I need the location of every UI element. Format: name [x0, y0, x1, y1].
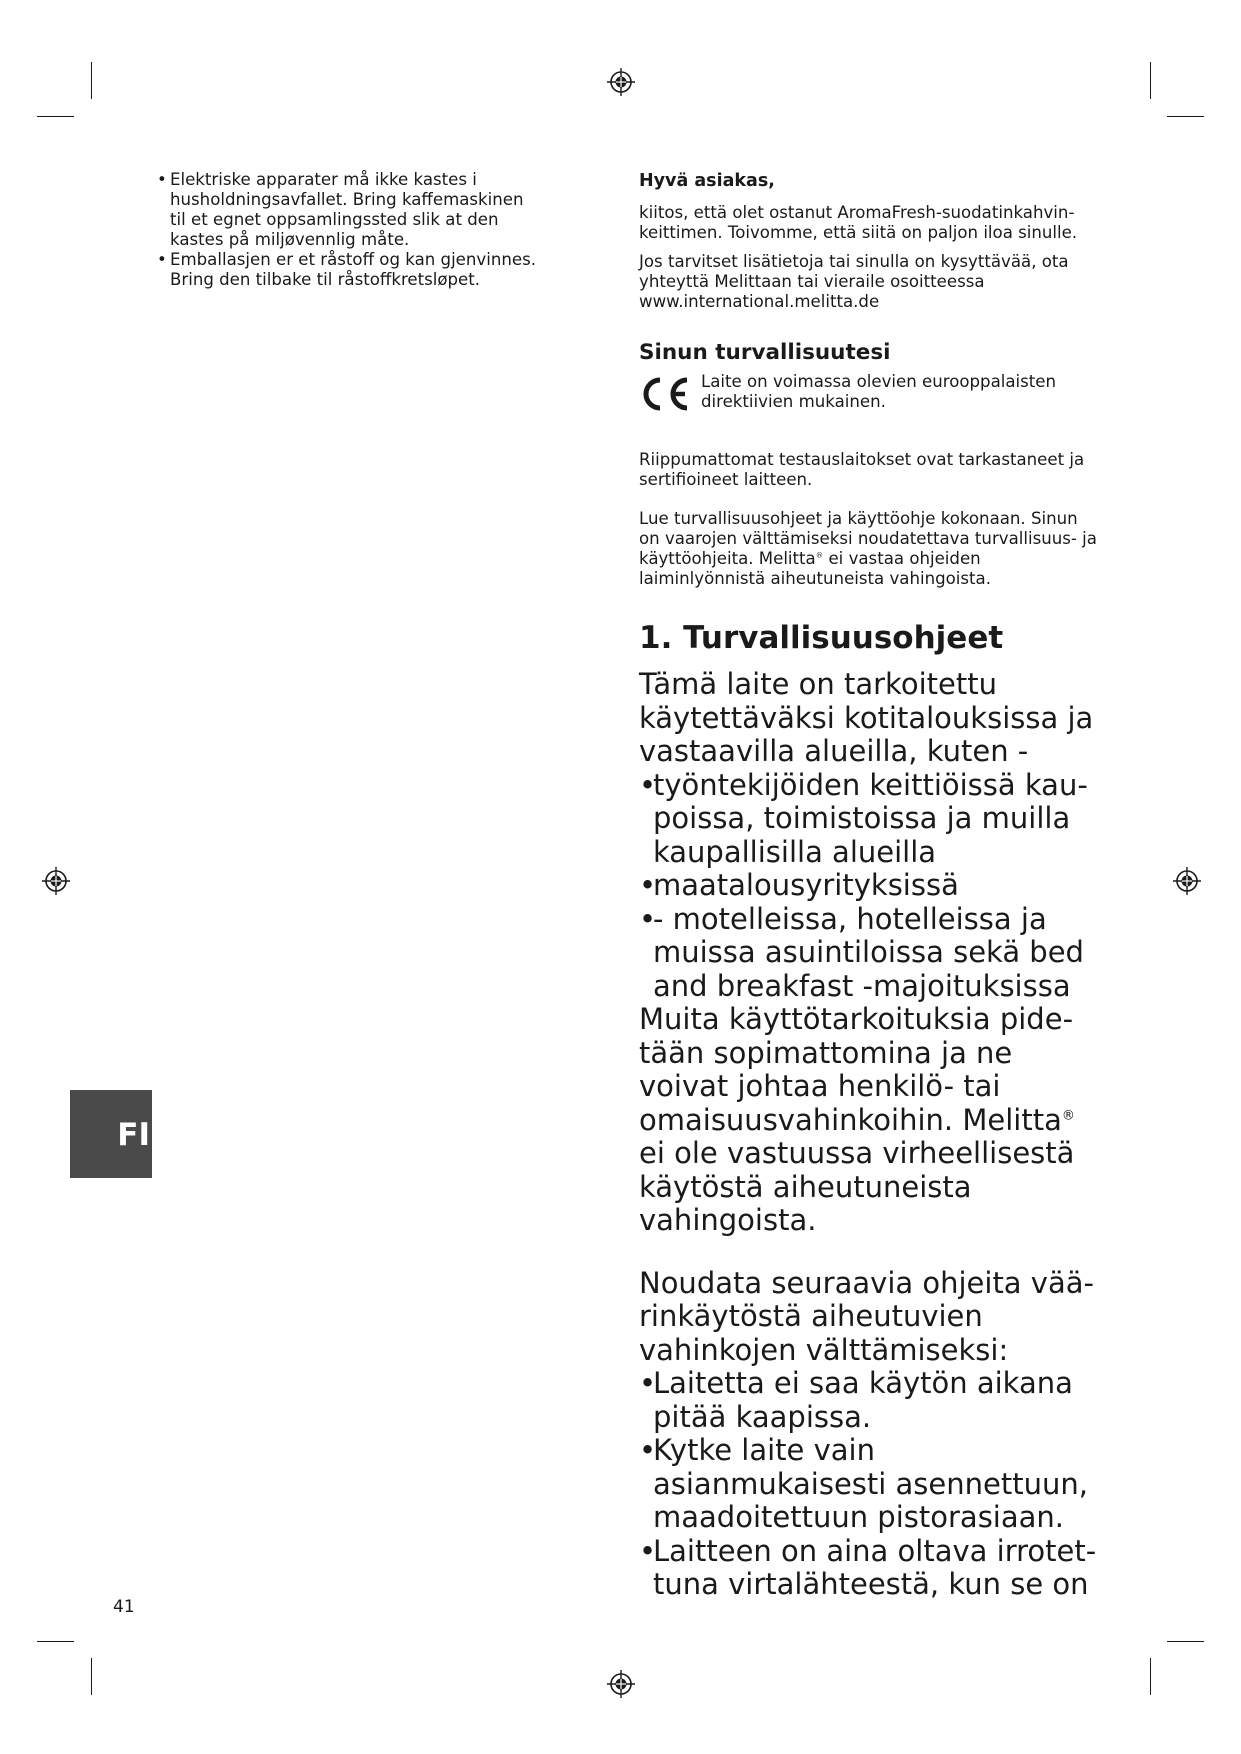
intro-paragraph: kiitos, että olet ostanut AromaFresh-suodatinkahvinkeittimen. Toivomme, että siitä on paljon iloa sinulle. [639, 203, 1078, 242]
list-item [639, 1434, 1099, 1535]
follow-list [639, 1367, 1099, 1602]
follow-intro: Noudata seuraavia ohjeita väärinkäytöstä aiheutuvien vahinkojen välttämiseksi: [639, 1265, 1094, 1367]
list-item [639, 1367, 1099, 1434]
list-item-text: Kytke laite vain asianmukaisesti asennettuun, maadoitettuun pistorasiaan. [653, 1433, 1088, 1534]
list-item-text: - motelleissa, hotelleissa ja muissa asuintiloissa sekä bed and breakfast -majoituksissa [653, 901, 1084, 1003]
list-item-text: Laitetta ei saa käytön aikana pitää kaapissa. [653, 1366, 1073, 1434]
bullet: • [639, 1533, 657, 1568]
registration-mark-icon [606, 67, 636, 97]
section-title: Turvallisuusohjeet [683, 620, 1004, 656]
crop-mark [1167, 1641, 1204, 1642]
list-item [157, 250, 537, 290]
certification-paragraph: Riippumattomat testauslaitokset ovat tarkastaneet ja sertifioineet laitteen. [639, 450, 1085, 489]
greeting: Hyvä asiakas, [639, 171, 775, 191]
registration-mark-icon [606, 1669, 636, 1699]
misuse-paragraph [639, 1003, 1099, 1238]
left-column [157, 170, 537, 290]
page-number: 41 [113, 1597, 135, 1617]
bullet: • [639, 1366, 657, 1400]
bullet: • [639, 868, 657, 902]
list-item [639, 769, 1099, 870]
registration-mark-icon [1172, 866, 1202, 896]
ce-text: Laite on voimassa olevien eurooppalaisten direktiivien mukainen. [701, 372, 1056, 411]
list-item-text: työntekijöiden keittiöissä kaupoissa, toimistoissa ja muilla kaupallisilla alueilla [653, 767, 1088, 869]
bullet: • [157, 250, 167, 269]
crop-mark [1167, 116, 1204, 117]
right-column [639, 170, 1099, 1602]
crop-mark [91, 1658, 92, 1695]
registration-mark-icon [41, 866, 71, 896]
bullet: • [639, 901, 657, 936]
text-segment: ei vastaa ohjeiden laiminlyönnistä aiheutuneista vahingoista. [639, 549, 992, 588]
read-instructions-paragraph [639, 509, 1099, 589]
contact-paragraph: Jos tarvitset lisätietoja tai sinulla on kysyttävää, ota yhteyttä Melittaan tai vieraile osoitteessa www.international.melitta.de [639, 252, 1069, 311]
list-item [639, 1535, 1099, 1602]
section-heading [639, 618, 1099, 658]
crop-mark [37, 1641, 74, 1642]
language-tab [70, 1090, 152, 1178]
crop-mark [91, 62, 92, 99]
crop-mark [1150, 62, 1151, 99]
registered-mark: ® [1061, 1107, 1075, 1123]
safety-heading: Sinun turvallisuutesi [639, 340, 891, 365]
list-item-text: Elektriske apparater må ikke kastes i husholdningsavfallet. Bring kaffemaskinen til et egnet oppsamlingssted slik at den kastes på miljøvennlig måte. [170, 170, 524, 249]
language-code: FI [117, 1117, 150, 1153]
list-item [157, 170, 537, 250]
text-segment: Lue turvallisuusohjeet ja käyttöohje kokonaan. Sinun on vaarojen välttämiseksi noudatettava turvallisuus- ja käyttöohjeita. Melitta [639, 509, 1097, 568]
crop-mark [1150, 1658, 1151, 1695]
usage-list [639, 769, 1099, 1004]
section-number: 1. [639, 620, 673, 656]
bullet: • [639, 767, 657, 802]
list-item-text: Emballasjen er et råstoff og kan gjenvinnes. Bring den tilbake til råstoffkretsløpet. [170, 250, 536, 289]
bullet: • [639, 1433, 657, 1467]
bullet: • [157, 170, 167, 189]
ce-mark-icon [639, 374, 691, 414]
text-segment: Muita käyttötarkoituksia pidetään sopimattomina ja ne voivat johtaa henkilö- tai omaisuusvahinkoihin. Melitta [639, 1002, 1074, 1137]
list-item [639, 869, 1099, 903]
list-item-text: maatalousyrityksissä [653, 868, 959, 902]
list-item-text: Laitteen on aina oltava irrotettuna virtalähteestä, kun se on [653, 1533, 1097, 1601]
list-item [639, 903, 1099, 1004]
ce-statement [639, 372, 1099, 414]
crop-mark [37, 116, 74, 117]
disposal-list [157, 170, 537, 290]
registered-mark: ® [815, 550, 824, 560]
text-segment: ei ole vastuussa virheellisestä käytöstä aiheutuneista vahingoista. [639, 1136, 1075, 1237]
usage-intro: Tämä laite on tarkoitettu käytettäväksi kotitalouksissa ja vastaavilla alueilla, kuten - [639, 667, 1094, 768]
